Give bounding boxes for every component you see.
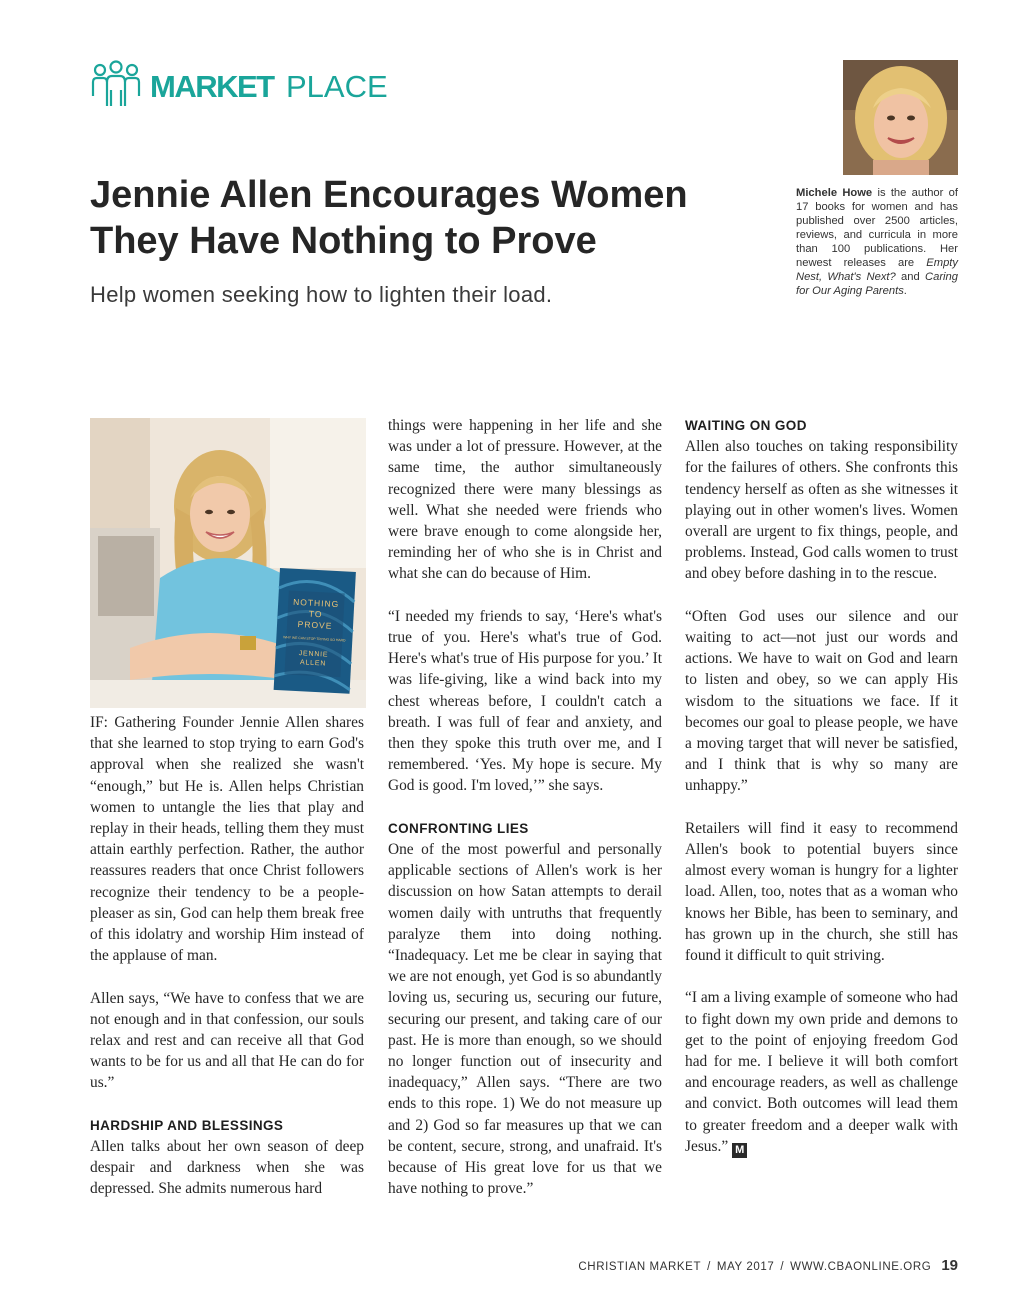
author-book-2: Caring for Our Aging Parents: [796, 271, 958, 297]
people-group-icon: [90, 60, 142, 110]
feature-photo: [90, 418, 366, 708]
article-paragraph: Allen also touches on taking responsibility for the failures of others. She confronts this tendency herself as often as she witnesses it playing out in other women's lives. Women overall are urgent to fix things, people, and problems. Instead, God calls women to trust and obey before dashing in to the rescue.: [685, 438, 958, 583]
author-book-1: Empty Nest, What's Next?: [796, 257, 958, 283]
section-title-bold: MARKET: [150, 69, 274, 104]
footer-publication: CHRISTIAN MARKET: [578, 1261, 702, 1273]
article-paragraph: IF: Gathering Founder Jennie Allen shares that she learned to stop trying to earn God's approval when she realized she wasn't “enough,” but He is. Allen helps Christian women to untangle the lies that play and replay in their heads, telling them they must attain earthly perfection. Rather, the author reassures readers that once Christ followers recognize their tendency to be a people-pleaser as sin, God can help them break free of this idolatry and worship Him instead of the applause of man.: [90, 714, 364, 965]
author-bio-connector: and: [895, 271, 926, 283]
author-bio-text: is the author of 17 books for women and has published over 2500 articles, reviews, and curricula in more than 100 publications. Her newest releases are: [796, 187, 959, 269]
article-paragraph: “I needed my friends to say, ‘Here's what's true of you. Here's what's true of God. Here's what's true of His purpose for you.’ It was life-giving, like a wind back into my chest whereas before, I couldn't catch a breath. I was full of fear and anxiety, and then they spoke this truth over me, and I remembered. ‘Yes. My hope is secure. My God is good. I'm loved,’” she says.: [388, 607, 662, 795]
author-bio-end: .: [903, 285, 907, 297]
book-title-line-1: NOTHING: [292, 596, 340, 610]
article-title: [90, 172, 770, 264]
book-title-line-2: TO: [308, 608, 323, 620]
footer-separator: /: [780, 1261, 785, 1273]
article-paragraph-continued: things were happening in her life and she was under a lot of pressure. However, at the same time, the author simultaneously recognized there were many blessings as well. What she needed were friends who were brave enough to come alongside her, reminding her of who she is in Christ and what she can do because of Him.: [388, 417, 662, 583]
footer-issue: MAY 2017: [716, 1261, 775, 1273]
article-paragraph: Allen says, “We have to confess that we are not enough and in that confession, our souls relax and rest and can receive all that God wants to be for us and all that He can do for us.”: [90, 989, 364, 1092]
book-author-line-2: ALLEN: [299, 659, 327, 668]
section-heading-confronting: CONFRONTING LIES: [388, 820, 529, 836]
article-column-1: [90, 712, 364, 1221]
page-number: 19: [941, 1257, 958, 1274]
page-footer: [540, 1257, 958, 1274]
article-paragraph: “Often God uses our silence and our waiting to act—not just our words and actions. We have to wait on God and learn to listen and obey, so we can apply His wisdom to the situations we face. If it becomes our goal to please people, we have a moving target that will never be satisfied, and I think that is why so many are unhappy.”: [685, 607, 958, 795]
author-name: Michele Howe: [796, 187, 873, 199]
section-heading-waiting: WAITING ON GOD: [685, 418, 807, 433]
book-title-line-3: PROVE: [297, 619, 333, 631]
footer-website: WWW.CBAONLINE.ORG: [790, 1261, 932, 1273]
article-title-line-1: Jennie Allen Encourages Women: [90, 174, 688, 216]
article-paragraph: Allen talks about her own season of deep despair and darkness when she was depressed. She admits numerous hard: [90, 1138, 364, 1198]
article-column-2: [388, 415, 662, 1221]
footer-separator: /: [707, 1261, 711, 1273]
end-of-article-mark: M: [732, 1143, 747, 1158]
author-photo: [843, 60, 958, 175]
book-author-line-1: JENNIE: [298, 650, 329, 659]
section-header: [90, 60, 410, 112]
article-paragraph: One of the most powerful and personally applicable sections of Allen's work is her discussion on how Satan attempts to derail women daily with untruths that frequently paralyze them into doing nothing. “Inadequacy. Let me be clear in saying that we are not enough, yet God is so abundantly loving us, securing us, securing our future, securing our present, and taking care of our past. He is more than enough, so we should no longer function out of insecurity and inadequacy,” Allen says. “There are two ends to this rope. 1) We do not measure up and 2) God so far measures up that we can be content, secure, strong, and unafraid. It's because of His great love for us that we have nothing to prove.”: [388, 841, 662, 1198]
section-title-light: PLACE: [286, 69, 388, 104]
article-paragraph-final: [685, 987, 958, 1157]
article-paragraph-final-text: “I am a living example of someone who had to fight down my own pride and demons to get to the point of enjoying freedom God had for me. I believe it will both comfort and encourage readers, as well as challenge and convict. Both outcomes will lead them to greater freedom and a deeper walk with Jesus.”: [685, 989, 958, 1155]
article-paragraph: Retailers will find it easy to recommend Allen's book to potential buyers since almost every woman is hungry for a lighter load. Allen, too, notes that as a woman who knows her Bible, has been to seminary, and has grown up in the church, she still has found it difficult to quit striving.: [685, 819, 958, 965]
article-subtitle: Help women seeking how to lighten their load.: [90, 282, 553, 307]
section-heading-hardship: HARDSHIP AND BLESSINGS: [90, 1117, 284, 1133]
book-tagline: WHY WE CAN STOP TRYING SO HARD: [283, 635, 346, 643]
article-title-line-2: They Have Nothing to Prove: [90, 220, 597, 262]
author-bio: [796, 186, 958, 298]
article-column-3: [685, 415, 958, 1179]
